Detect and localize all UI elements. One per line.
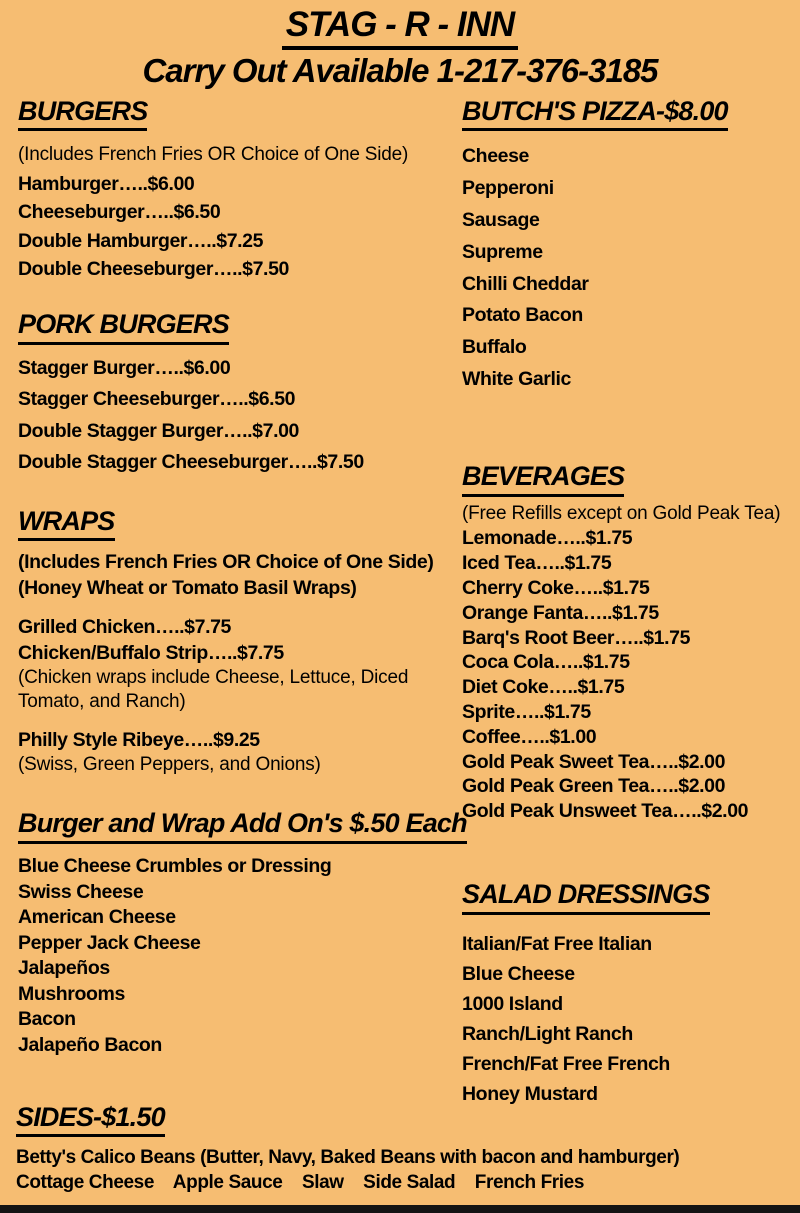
menu-line: (Swiss, Green Peppers, and Onions) [18,754,321,776]
menu-line: Coffee…..$1.00 [462,725,597,748]
menu-line: Philly Style Ribeye…..$9.25 [18,729,260,752]
menu-line: Cheese [462,145,529,168]
section-pork-burgers [18,310,462,479]
menu-line: Chicken/Buffalo Strip…..$7.75 [18,642,284,665]
menu-line: Italian/Fat Free Italian [462,932,652,955]
menu-line: Double Cheeseburger…..$7.50 [18,258,289,281]
menu-line: Orange Fanta…..$1.75 [462,601,659,624]
menu-line: Blue Cheese Crumbles or Dressing [18,855,332,878]
menu-title: STAG - R - INN [282,6,518,50]
menu-line: Cottage Cheese Apple Sauce Slaw Side Salad French Fries [16,1172,585,1194]
section-beverages [462,462,800,824]
menu-line: Gold Peak Green Tea…..$2.00 [462,775,726,798]
addons-list [18,854,462,1058]
right-column [462,89,800,1109]
menu-line: Sausage [462,209,540,232]
menu-line: Jalapeño Bacon [18,1033,162,1056]
menu-line: Lemonade…..$1.75 [462,527,633,550]
section-heading-burgers: BURGERS [18,97,147,132]
menu-line: Stagger Cheeseburger…..$6.50 [18,388,296,411]
section-wraps [18,507,462,778]
menu-line: (Free Refills except on Gold Peak Tea) [462,502,781,524]
menu-line: Hamburger…..$6.00 [18,172,195,195]
menu-line: 1000 Island [462,992,563,1015]
pork-burgers-list [18,353,462,479]
menu-line: Betty's Calico Beans (Butter, Navy, Baked Beans with bacon and hamburger) [16,1147,680,1169]
menu-line: (Chicken wraps include Cheese, Lettuce, Diced Tomato, and Ranch) [18,667,413,713]
left-column [18,89,467,1109]
menu-line: White Garlic [462,368,571,391]
menu-line: Bacon [18,1008,76,1031]
menu-line [18,601,462,614]
menu-line: Grilled Chicken…..$7.75 [18,616,231,639]
menu-line: (Honey Wheat or Tomato Basil Wraps) [18,577,357,600]
section-heading-addons: Burger and Wrap Add On's $.50 Each [18,809,467,844]
section-heading-beverages: BEVERAGES [462,462,624,497]
menu-line [18,714,462,727]
menu-line: Blue Cheese [462,962,575,985]
section-heading-pizza: BUTCH'S PIZZA-$8.00 [462,97,728,132]
menu-line: Coca Cola…..$1.75 [462,651,630,674]
menu-line: Diet Coke…..$1.75 [462,676,625,699]
menu-line: Mushrooms [18,982,125,1005]
menu-line: Chilli Cheddar [462,272,589,295]
menu-line: Ranch/Light Ranch [462,1022,633,1045]
menu-line: Double Stagger Burger…..$7.00 [18,419,299,442]
menu-line: Pepperoni [462,177,554,200]
wraps-list [18,549,462,777]
menu-line: French/Fat Free French [462,1052,670,1075]
menu-line: (Includes French Fries OR Choice of One Side) [18,144,409,166]
menu-line: Cheeseburger…..$6.50 [18,201,221,224]
section-pizza [462,97,800,396]
menu-line: Buffalo [462,336,527,359]
section-heading-wraps: WRAPS [18,507,115,542]
menu-line: Jalapeños [18,957,110,980]
section-heading-salad-dressings: SALAD DRESSINGS [462,880,710,915]
menu-line: Stagger Burger…..$6.00 [18,356,231,379]
section-addons [18,808,467,1058]
section-burgers [18,97,462,284]
sides-list [16,1145,800,1195]
menu-line: Pepper Jack Cheese [18,931,201,954]
menu-line: Swiss Cheese [18,880,144,903]
menu-line: Double Stagger Cheeseburger…..$7.50 [18,451,364,474]
menu-line: Barq's Root Beer…..$1.75 [462,626,691,649]
menu-line: Double Hamburger…..$7.25 [18,229,264,252]
menu-line: Iced Tea…..$1.75 [462,552,612,575]
menu-line: Sprite…..$1.75 [462,700,591,723]
salad-dressings-list [462,929,800,1109]
menu-line: Cherry Coke…..$1.75 [462,576,650,599]
menu-line: Potato Bacon [462,304,583,327]
menu-line: Gold Peak Unsweet Tea…..$2.00 [462,800,749,823]
section-heading-pork-burgers: PORK BURGERS [18,310,229,345]
menu-subtitle-phone: Carry Out Available 1-217-376-3185 [142,51,658,89]
bottom-black-bar [0,1205,800,1213]
pizza-list [462,141,800,395]
burgers-list [18,141,462,284]
menu-line: Supreme [462,240,543,263]
section-sides [0,1103,800,1196]
menu-line: Honey Mustard [462,1082,598,1105]
menu-header [0,0,800,89]
menu-line: Gold Peak Sweet Tea…..$2.00 [462,750,726,773]
beverages-list [462,502,800,824]
menu-line: American Cheese [18,906,176,929]
section-heading-sides: SIDES-$1.50 [16,1103,165,1138]
menu-columns [0,89,800,1109]
menu-line: (Includes French Fries OR Choice of One Side) [18,551,434,574]
section-salad-dressings [462,880,800,1109]
